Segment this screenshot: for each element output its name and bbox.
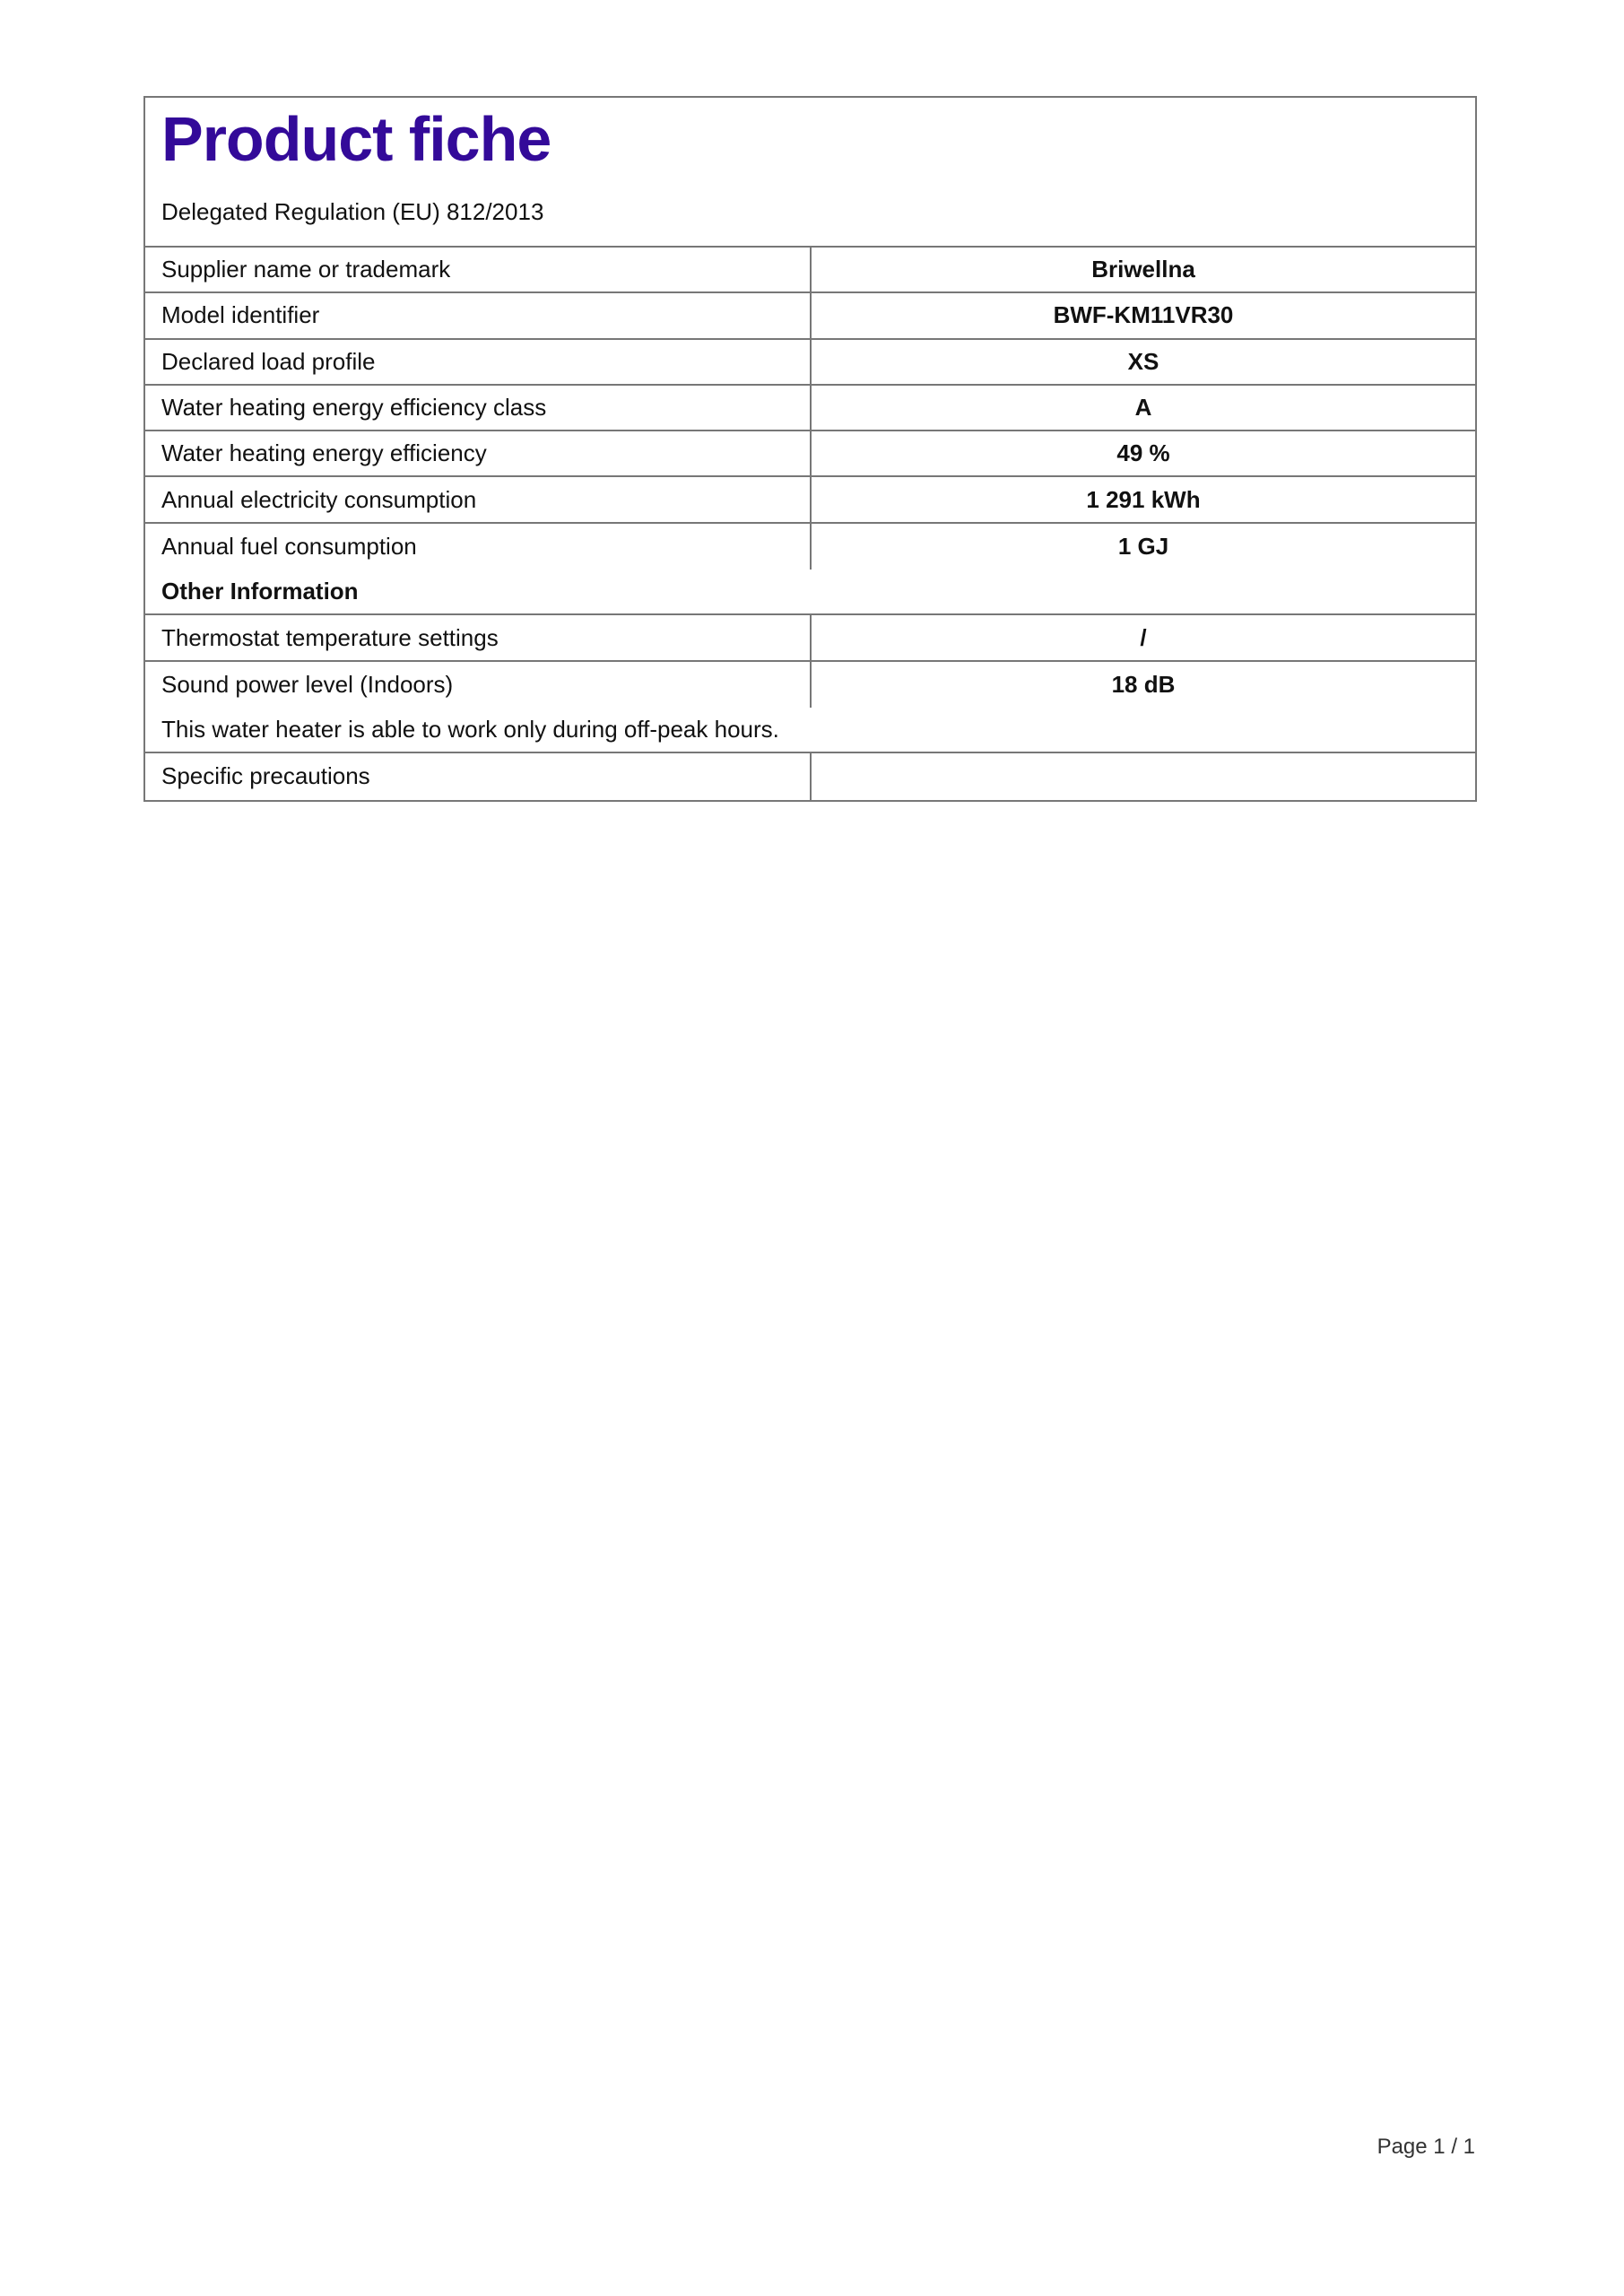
- header: [145, 98, 1475, 248]
- row-value: A: [1134, 394, 1152, 422]
- other-information-heading: Other Information: [161, 578, 359, 605]
- table-row: [145, 431, 1475, 477]
- row-value: 1 GJ: [1117, 532, 1169, 560]
- row-value: 1 291 kWh: [1086, 485, 1201, 513]
- row-label: Annual fuel consumption: [145, 524, 812, 570]
- other-information-heading-row: [145, 570, 1475, 615]
- row-label: Sound power level (Indoors): [145, 662, 812, 708]
- table-row-precautions: [145, 753, 1475, 799]
- table-row: [145, 248, 1475, 293]
- row-label: Model identifier: [145, 293, 812, 337]
- table-row: [145, 477, 1475, 523]
- page-title: Product fiche: [161, 104, 551, 174]
- table-row: [145, 386, 1475, 431]
- row-label: Supplier name or trademark: [145, 248, 812, 291]
- product-fiche-table: [143, 96, 1477, 802]
- row-label: Water heating energy efficiency class: [145, 386, 812, 430]
- offpeak-note-row: [145, 708, 1475, 753]
- row-value: 49 %: [1116, 439, 1170, 467]
- table-row: [145, 662, 1475, 708]
- row-label: Water heating energy efficiency: [145, 431, 812, 475]
- row-label: Specific precautions: [145, 753, 812, 799]
- page-number: Page 1 / 1: [1376, 2135, 1475, 2159]
- row-value: Briwellna: [1091, 256, 1195, 283]
- row-value: /: [1140, 623, 1147, 651]
- row-label: Thermostat temperature settings: [145, 615, 812, 659]
- row-value: XS: [1127, 347, 1159, 375]
- table-row: [145, 615, 1475, 661]
- row-value: 18 dB: [1111, 670, 1176, 698]
- table-row: [145, 293, 1475, 339]
- row-label: Annual electricity consumption: [145, 477, 812, 521]
- offpeak-note: This water heater is able to work only during off-peak hours.: [161, 716, 779, 744]
- table-row: [145, 524, 1475, 570]
- table-row: [145, 340, 1475, 386]
- row-value: BWF-KM11VR30: [1053, 301, 1234, 329]
- row-label: Declared load profile: [145, 340, 812, 384]
- regulation-subtitle: Delegated Regulation (EU) 812/2013: [161, 198, 544, 225]
